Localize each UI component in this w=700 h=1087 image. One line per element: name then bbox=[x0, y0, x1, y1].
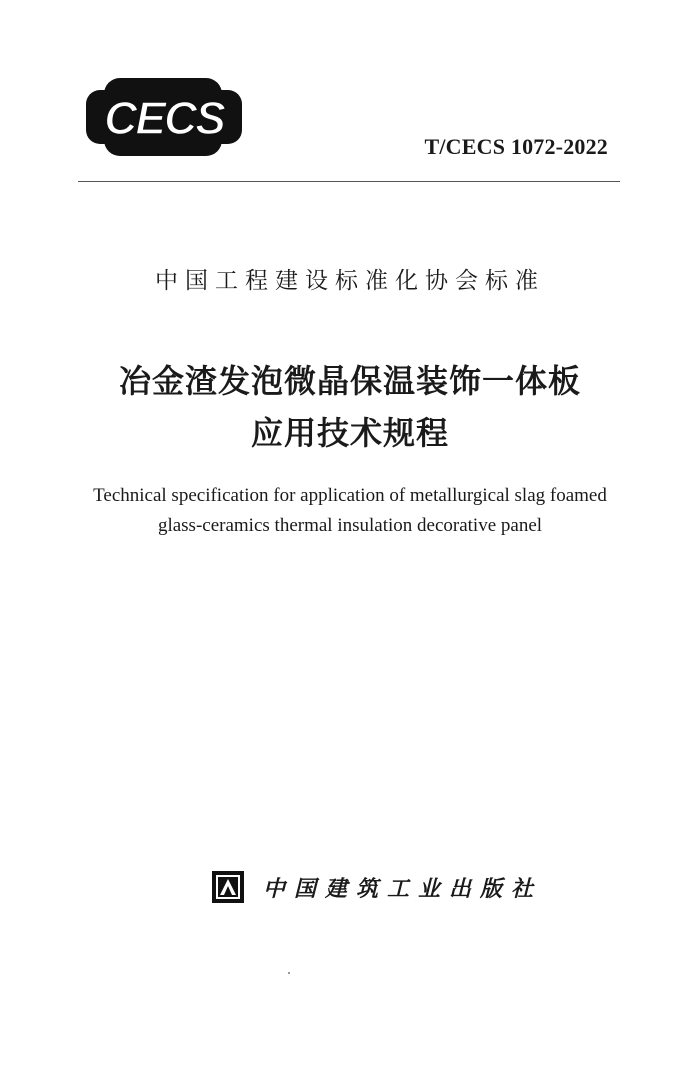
cecs-logo-graphic bbox=[84, 76, 244, 158]
association-standard-label: 中国工程建设标准化协会标准 bbox=[155, 268, 545, 294]
header-divider bbox=[78, 181, 620, 182]
svg-text:CECS: CECS bbox=[104, 92, 224, 144]
cecs-logo bbox=[84, 76, 244, 158]
standard-number: T/CECS 1072-2022 bbox=[424, 134, 608, 159]
page-speck bbox=[288, 972, 290, 974]
publisher-block bbox=[211, 867, 542, 907]
english-title-line-2: glass-ceramics thermal insulation decorative panel bbox=[157, 515, 543, 536]
publisher-name: 中国建筑工业出版社 bbox=[263, 875, 543, 902]
publisher-logo-icon bbox=[211, 870, 245, 904]
chinese-title-line-2: 应用技术规程 bbox=[250, 414, 449, 452]
chinese-title-line-1: 冶金渣发泡微晶保温装饰一体板 bbox=[118, 362, 581, 400]
english-title-line-1: Technical specification for application of metallurgical slag foamed bbox=[93, 485, 607, 506]
